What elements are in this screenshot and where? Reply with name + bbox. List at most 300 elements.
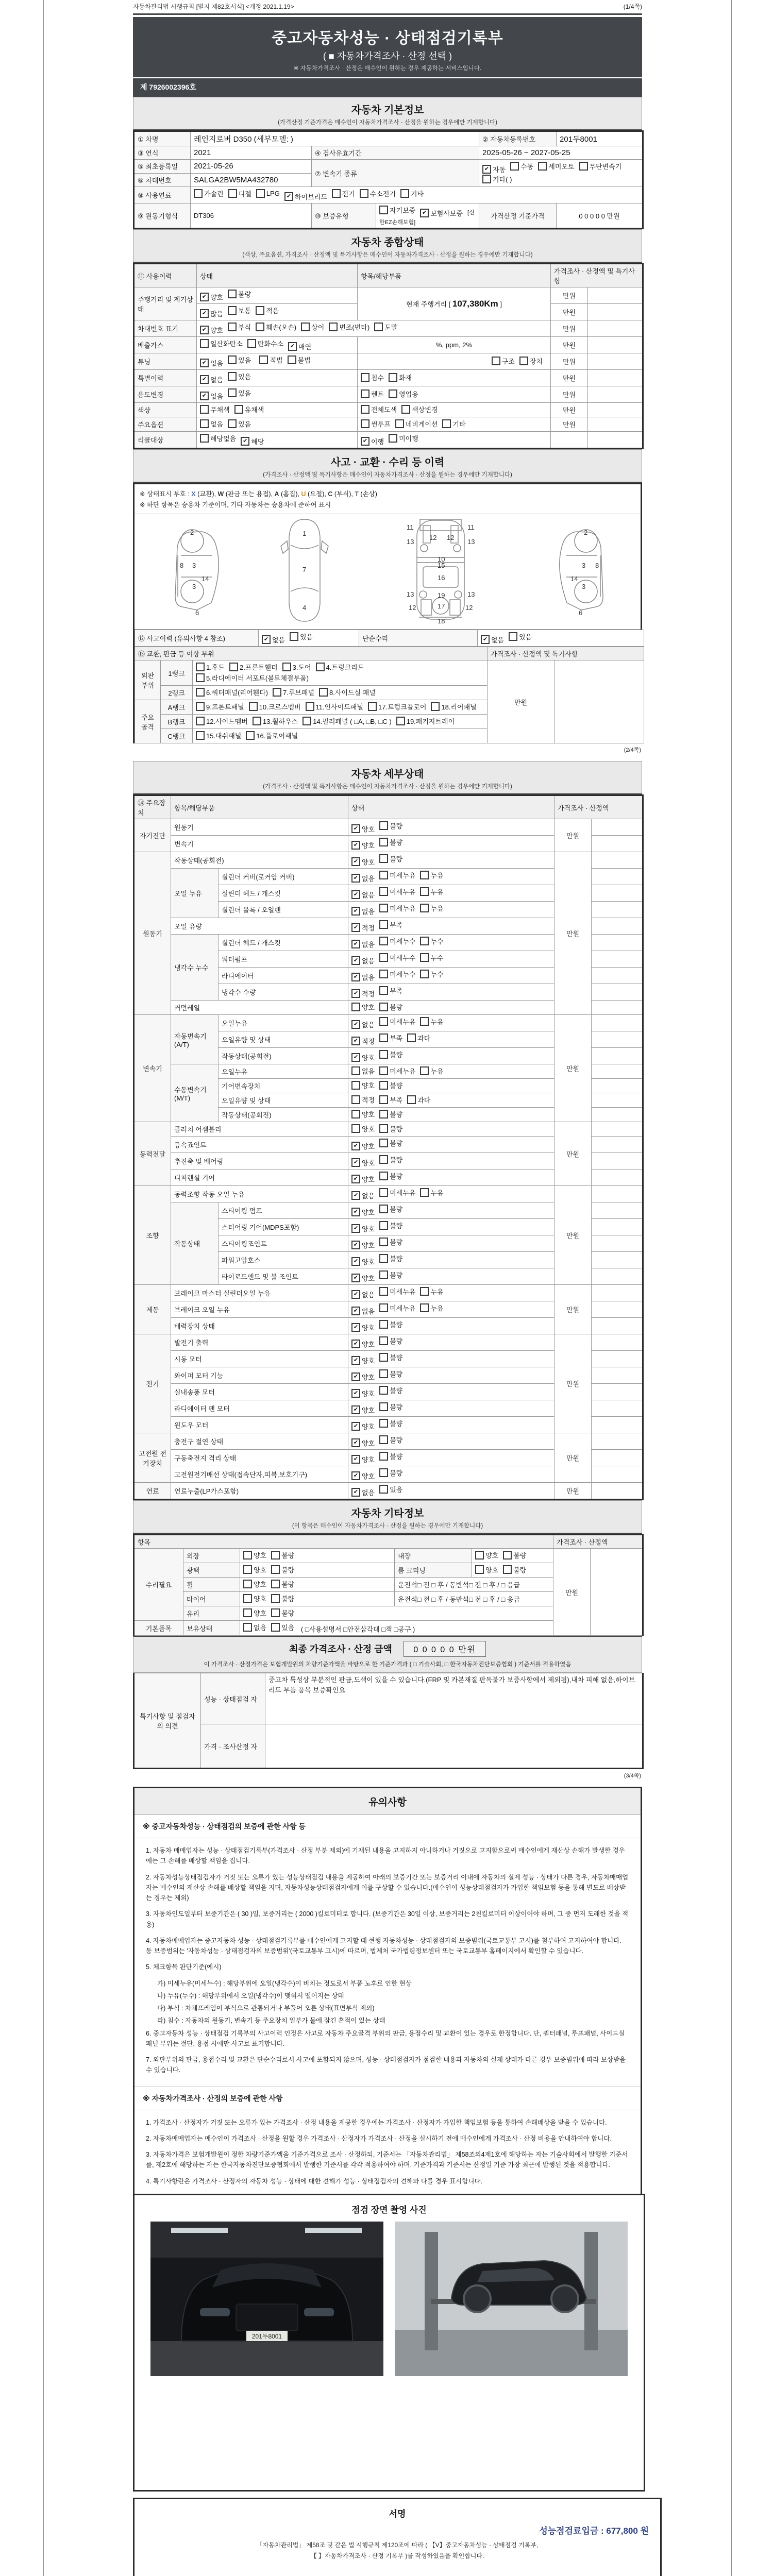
checkbox-option[interactable]: [379, 1336, 402, 1346]
checkbox-option[interactable]: [379, 1221, 402, 1230]
checkbox-option[interactable]: [259, 355, 282, 365]
checkbox-label: 있음: [238, 389, 251, 397]
checkbox-label: 없음: [362, 1067, 375, 1075]
detail-price-cell: 만원: [554, 1186, 592, 1285]
checkbox-option[interactable]: [271, 1550, 294, 1560]
checkbox-option[interactable]: [256, 306, 279, 315]
final-price-note: 이 가격조사 · 산정가격은 보험개발원의 차량기준가액을 바탕으로 한 기준가격과 ( □ 기술사회, □ 한국자동차진단보증협회 ) 기준서를 적용하였음: [204, 1662, 572, 1668]
checkbox-label: 구조: [501, 358, 515, 365]
unchecked-checkbox-icon: [256, 189, 265, 198]
detail-item-label: 와이퍼 모터 기능: [171, 1367, 348, 1384]
checkbox-label: 불량: [390, 1222, 403, 1230]
checkbox-label: 있음: [238, 357, 251, 364]
checkbox-option[interactable]: [379, 205, 415, 215]
checkbox-option[interactable]: [253, 716, 298, 726]
checkbox-label: 기타: [452, 420, 466, 428]
checkbox-option[interactable]: [351, 1273, 375, 1283]
checkbox-option[interactable]: [271, 1622, 294, 1632]
model-year-label: ③ 연식: [134, 146, 191, 160]
checkbox-option[interactable]: [351, 1095, 375, 1105]
checkbox-option[interactable]: [492, 356, 515, 366]
checkbox-option[interactable]: [379, 1319, 402, 1329]
checkbox-option[interactable]: [407, 1095, 430, 1105]
page-marker-3: (3/4쪽): [624, 1773, 641, 1779]
checkbox-option[interactable]: [228, 289, 251, 299]
checkbox-label: 기타( ): [493, 176, 512, 183]
unchecked-checkbox-icon: [246, 731, 255, 740]
accident-legend-box: [133, 483, 642, 743]
detail-note-cell: [592, 1351, 643, 1367]
checkbox-option[interactable]: [351, 956, 375, 965]
checkbox-option[interactable]: [200, 338, 243, 348]
device-group-label: 자기진단: [134, 819, 171, 852]
checkbox-option[interactable]: [196, 731, 241, 740]
legend-part: C: [328, 490, 333, 498]
checkbox-option[interactable]: [379, 1385, 402, 1395]
rank1-options: [193, 660, 488, 686]
holding-options-cell: [240, 1621, 553, 1636]
checkbox-option[interactable]: [379, 1155, 402, 1164]
fuel-options: [191, 187, 643, 204]
unchecked-checkbox-icon: [228, 323, 237, 331]
checkbox-option[interactable]: [351, 1020, 375, 1029]
detail-item-label: 실린더 커버(로커암 커버): [219, 869, 348, 885]
checkbox-option[interactable]: [243, 1608, 266, 1618]
detail-note-cell: [592, 1301, 643, 1318]
checkbox-option[interactable]: [379, 1484, 402, 1494]
checkbox-option[interactable]: [351, 1438, 375, 1448]
detail-item-label: 오일 유량: [171, 918, 348, 935]
inspector-label: 성능 · 상태점검 자: [201, 1673, 265, 1724]
checkbox-option[interactable]: [200, 325, 223, 335]
checkbox-option[interactable]: [379, 821, 402, 831]
checkbox-option[interactable]: [228, 322, 251, 332]
checkbox-option[interactable]: [351, 1207, 375, 1217]
rankB-label: B랭크: [161, 715, 193, 729]
checkbox-option[interactable]: [351, 1080, 375, 1090]
checkbox-label: 양호: [362, 1111, 375, 1118]
checkbox-option[interactable]: [579, 161, 622, 171]
detail-note-cell: [592, 918, 643, 935]
checkbox-option[interactable]: [475, 1565, 498, 1574]
table-row: [134, 146, 643, 160]
checkbox-option[interactable]: [351, 1053, 375, 1062]
final-price-amount: 0 0 0 0 0 만원: [404, 1641, 486, 1657]
checkbox-option[interactable]: [282, 662, 311, 672]
accident-title: 사고 · 교환 · 수리 등 이력: [330, 457, 445, 468]
checkbox-option[interactable]: [482, 164, 506, 174]
checkbox-label: 양호: [362, 1004, 375, 1011]
overall-caption: (색상, 주요옵션, 가격조사 · 산정액 및 특기사항은 매수인이 자동차가격조사 · 산정을 원하는 경우에만 기재합니다): [242, 252, 533, 258]
unchecked-checkbox-icon: [234, 405, 243, 414]
checkbox-option[interactable]: [379, 1303, 415, 1313]
checkbox-option[interactable]: [200, 433, 236, 443]
checkbox-option[interactable]: [396, 716, 455, 726]
checkbox-option[interactable]: [351, 1372, 375, 1382]
checkbox-option[interactable]: [401, 404, 438, 414]
unchecked-checkbox-icon: [243, 1608, 252, 1617]
checkbox-option[interactable]: [379, 1352, 402, 1362]
detail-note-cell: [592, 1048, 643, 1064]
checkbox-option[interactable]: [351, 1306, 375, 1316]
checkbox-option[interactable]: [351, 1124, 375, 1133]
checkbox-option[interactable]: [243, 1594, 266, 1603]
checkbox-option[interactable]: [351, 1454, 375, 1464]
unchecked-checkbox-icon: [196, 673, 205, 682]
price-cell: 만원: [551, 417, 588, 432]
checkbox-option[interactable]: [200, 358, 223, 368]
checkbox-option[interactable]: [351, 1405, 375, 1415]
checkbox-option[interactable]: [234, 404, 264, 414]
checkbox-option[interactable]: [351, 972, 375, 982]
checkbox-option[interactable]: [243, 1550, 266, 1560]
unchecked-checkbox-icon: [389, 434, 397, 443]
checkbox-option[interactable]: [420, 1303, 443, 1313]
checkbox-option[interactable]: [288, 355, 311, 365]
checkbox-option[interactable]: [351, 1002, 375, 1012]
checkbox-option[interactable]: [200, 292, 223, 302]
checkbox-option[interactable]: [379, 1138, 402, 1148]
mileage-options-2: [197, 304, 358, 320]
checkbox-option[interactable]: [284, 192, 327, 201]
checkbox-option[interactable]: [228, 355, 251, 365]
checkbox-label: 화재: [399, 374, 412, 382]
checkbox-option[interactable]: [351, 939, 375, 949]
unchecked-checkbox-icon: [442, 419, 451, 428]
diagram-number: 17: [438, 602, 445, 610]
unchecked-checkbox-icon: [492, 357, 500, 365]
checkbox-option[interactable]: [361, 389, 384, 399]
checkbox-option[interactable]: [503, 1550, 526, 1560]
checkbox-option[interactable]: [361, 372, 384, 382]
checkbox-option[interactable]: [351, 923, 375, 933]
checkbox-option[interactable]: [200, 391, 223, 401]
checkbox-option[interactable]: [196, 687, 268, 697]
checkbox-option[interactable]: [379, 969, 415, 979]
checkbox-option[interactable]: [303, 716, 392, 726]
checkbox-label: 훼손(오손): [266, 324, 297, 331]
checkbox-option[interactable]: [420, 1016, 443, 1026]
checkbox-option[interactable]: [361, 436, 384, 446]
checkbox-label: 해당없음: [210, 435, 237, 443]
checkbox-option[interactable]: [431, 702, 476, 711]
checkbox-option[interactable]: [379, 1237, 402, 1247]
checkbox-option[interactable]: [256, 322, 296, 332]
checkbox-option[interactable]: [379, 1253, 402, 1263]
sub-group-label: 냉각수 누수: [171, 935, 219, 1001]
form-reference-text: 자동차관리법 시행규칙 [별지 제82호서식] <개정 2021.1.19>: [133, 3, 294, 10]
notice-item: 나) 누유(누수) : 해당부위에서 오일(냉각수)이 맺혀서 떨어지는 상태: [157, 1992, 344, 1999]
checkbox-option[interactable]: [407, 1033, 430, 1043]
checkbox-option[interactable]: [379, 1080, 402, 1090]
basic-info-caption: (가격산정 기준가격은 매수인이 자동차가격조사 · 산정을 원하는 경우에만 기재합니다): [278, 120, 497, 126]
checkbox-option[interactable]: [351, 1141, 375, 1151]
checkbox-label: 양호: [362, 842, 375, 850]
checkbox-option[interactable]: [243, 1622, 266, 1632]
checkbox-option[interactable]: [196, 673, 309, 683]
checkbox-option[interactable]: [379, 854, 402, 863]
checkbox-option[interactable]: [420, 1188, 443, 1197]
detail-state-options: [348, 1219, 554, 1235]
checkbox-option[interactable]: [379, 1002, 402, 1012]
checkbox-option[interactable]: [519, 356, 543, 366]
checkbox-label: 양호: [362, 858, 375, 866]
checkbox-option[interactable]: [271, 1565, 294, 1574]
checkbox-option[interactable]: [247, 338, 283, 348]
checkbox-option[interactable]: [271, 1594, 294, 1603]
checkbox-option[interactable]: [351, 1487, 375, 1497]
checkbox-option[interactable]: [379, 1016, 415, 1026]
checkbox-option[interactable]: [379, 903, 415, 913]
unchecked-checkbox-icon: [228, 372, 237, 381]
checkbox-option[interactable]: [351, 1355, 375, 1365]
detail-state-options: [348, 935, 554, 951]
notice-items-2: [135, 2110, 641, 2197]
legend-part: A: [274, 490, 279, 498]
checkbox-option[interactable]: [379, 1204, 402, 1214]
detail-note-cell: [592, 1170, 643, 1186]
checkbox-option[interactable]: [228, 306, 251, 315]
overall-band: [133, 229, 642, 263]
checkbox-option[interactable]: [351, 890, 375, 900]
unchecked-checkbox-icon: [379, 1221, 388, 1230]
car-damage-diagram: [135, 514, 641, 630]
checkbox-option[interactable]: [379, 1418, 402, 1428]
checkbox-option[interactable]: [351, 1290, 375, 1299]
checkbox-option[interactable]: [379, 1369, 402, 1379]
checkbox-option[interactable]: [379, 936, 415, 946]
checkbox-option[interactable]: [351, 1240, 375, 1250]
recall-label: 리콜대상: [134, 432, 197, 449]
checkbox-option[interactable]: [510, 161, 533, 171]
checkbox-option[interactable]: [351, 1109, 375, 1119]
checkbox-option[interactable]: [351, 1339, 375, 1349]
inspection-valid-label: ④ 검사유효기간: [312, 146, 479, 160]
checkbox-label: 없음: [362, 941, 375, 948]
checkbox-option[interactable]: [379, 953, 415, 962]
checkbox-option[interactable]: [420, 1286, 443, 1296]
checkbox-option[interactable]: [271, 1579, 294, 1589]
checkbox-option[interactable]: [271, 1608, 294, 1618]
detail-item-label: 동력조향 작동 오일 누유: [171, 1186, 348, 1202]
checkbox-option[interactable]: [379, 1286, 415, 1296]
checkbox-option[interactable]: [196, 702, 244, 711]
checkbox-option[interactable]: [420, 969, 443, 979]
checkbox-option[interactable]: [538, 161, 574, 171]
checkbox-option[interactable]: [420, 1066, 443, 1076]
detail-price-cell: 만원: [554, 1483, 592, 1500]
notice-item: 가) 미세누유(미세누수) : 해당부위에 오일(냉각수)이 비치는 정도로서 부품 노후로 인한 현상: [157, 1979, 412, 1987]
checkbox-option[interactable]: [200, 375, 223, 384]
checkbox-option[interactable]: [360, 189, 396, 198]
checkbox-option[interactable]: [379, 1270, 402, 1280]
checkbox-option[interactable]: [332, 189, 355, 198]
checkbox-option[interactable]: [228, 419, 251, 429]
state-code-legend: [135, 484, 641, 514]
checkbox-option[interactable]: [256, 189, 280, 198]
checkbox-option[interactable]: [351, 1421, 375, 1431]
checkbox-option[interactable]: [481, 635, 504, 645]
checkbox-option[interactable]: [288, 342, 311, 351]
checkbox-option[interactable]: [442, 419, 465, 429]
checkbox-option[interactable]: [509, 632, 532, 641]
checked-checkbox-icon: ✔: [351, 1158, 360, 1167]
checkbox-option[interactable]: [379, 1049, 402, 1059]
checkbox-label: 탄화수소: [257, 340, 284, 348]
notice-item: 5. 체크항목 판단기준(예시): [146, 1963, 222, 1971]
emission-options: [197, 337, 358, 353]
detail-state-options: [348, 1334, 554, 1351]
checkbox-option[interactable]: [379, 887, 415, 896]
remarks-table: [133, 1673, 644, 1769]
checkbox-option[interactable]: [389, 433, 418, 443]
checkbox-option[interactable]: [420, 936, 443, 946]
checkbox-option[interactable]: [379, 1451, 402, 1461]
checkbox-option[interactable]: [351, 1066, 375, 1076]
checkbox-option[interactable]: [379, 1435, 402, 1445]
checkbox-option[interactable]: [351, 906, 375, 916]
checkbox-option[interactable]: [228, 388, 251, 398]
checkbox-option[interactable]: [228, 189, 251, 198]
checkbox-option[interactable]: [379, 1066, 415, 1076]
checkbox-option[interactable]: [475, 1550, 498, 1560]
checkbox-option[interactable]: [420, 208, 463, 218]
page-title: 중고자동차성능 · 상태점검기록부: [272, 30, 503, 47]
checkbox-option[interactable]: [351, 1174, 375, 1184]
checkbox-option[interactable]: [389, 372, 412, 382]
checkbox-option[interactable]: [351, 1388, 375, 1398]
checkbox-option[interactable]: [400, 189, 424, 198]
photo-section-title: 점검 장면 촬영 사진: [351, 2205, 427, 2215]
checkbox-option[interactable]: [241, 436, 264, 446]
checkbox-option[interactable]: [273, 687, 314, 697]
checkbox-option[interactable]: [243, 1565, 266, 1574]
checkbox-option[interactable]: [420, 870, 443, 880]
unchecked-checkbox-icon: [228, 189, 237, 198]
diagram-number: 13: [407, 538, 414, 546]
checkbox-label: 누수: [430, 971, 444, 978]
checkbox-option[interactable]: [420, 887, 443, 896]
final-price-label: 최종 가격조사 · 산정 금액: [289, 1644, 392, 1654]
table-header-row: [134, 1535, 643, 1549]
checkbox-option[interactable]: [379, 986, 402, 995]
checkbox-option[interactable]: [351, 1158, 375, 1167]
checkbox-option[interactable]: [368, 702, 426, 711]
detail-item-label: 발전기 출력: [171, 1334, 348, 1351]
checkbox-option[interactable]: [351, 989, 375, 998]
checkbox-option[interactable]: [503, 1565, 526, 1574]
checkbox-option[interactable]: [374, 322, 397, 332]
checkbox-option[interactable]: [420, 953, 443, 962]
unchecked-checkbox-icon: [503, 1565, 512, 1574]
checkbox-option[interactable]: [361, 404, 397, 414]
checkbox-option[interactable]: [196, 716, 248, 726]
checkbox-option[interactable]: [379, 837, 402, 847]
accident-table: [135, 630, 644, 647]
first-reg-label: ⑤ 최초등록일: [134, 160, 191, 174]
notice-item: 2. 자동차매매업자는 매수인이 가격조사 · 산정을 원할 경우 가격조사 · 산정자가 가격조사 · 산정을 실시하기 전에 매수인에게 가격조사 · 산정 비용을 안내하여야 합니다.: [146, 2134, 612, 2142]
checkbox-option[interactable]: [196, 662, 225, 672]
checkbox-option[interactable]: [329, 322, 369, 332]
detail-item-label: 작동상태(공회전): [171, 852, 348, 869]
unchecked-checkbox-icon: [259, 355, 268, 364]
checkbox-option[interactable]: [351, 1471, 375, 1481]
checkbox-label: 자기보증: [390, 207, 416, 214]
checkbox-option[interactable]: [316, 662, 364, 672]
checkbox-option[interactable]: [194, 189, 224, 198]
device-group-label: 고전원 전기장치: [134, 1433, 171, 1483]
unchecked-checkbox-icon: [379, 1336, 388, 1345]
checkbox-option[interactable]: [200, 419, 223, 429]
inspection-fee: 성능점검료입금 : 677,800 원: [539, 2526, 649, 2536]
checkbox-option[interactable]: [290, 632, 313, 641]
detail-state-options: [348, 1433, 554, 1450]
checkbox-option[interactable]: [395, 419, 438, 429]
checkbox-option[interactable]: [379, 1033, 402, 1043]
checkbox-option[interactable]: [243, 1579, 266, 1589]
checked-checkbox-icon: ✔: [351, 1323, 360, 1332]
checkbox-option[interactable]: [301, 322, 324, 332]
checkbox-option[interactable]: [379, 920, 402, 929]
detail-title: 자동차 세부상태: [351, 769, 424, 780]
checkbox-option[interactable]: [200, 404, 230, 414]
unchecked-checkbox-icon: [389, 389, 397, 398]
checkbox-option[interactable]: [379, 1109, 402, 1119]
checkbox-label: 불량: [281, 1566, 295, 1574]
checkbox-option[interactable]: [379, 870, 415, 880]
checkbox-option[interactable]: [229, 662, 278, 672]
checkbox-option[interactable]: [351, 1191, 375, 1200]
unchecked-checkbox-icon: [379, 970, 388, 978]
emission-label: 배출가스: [134, 337, 197, 353]
checkbox-option[interactable]: [351, 857, 375, 867]
checkbox-option[interactable]: [389, 389, 418, 399]
checkbox-option[interactable]: [246, 731, 298, 740]
checkbox-option[interactable]: [200, 309, 223, 318]
table-header-row: [134, 264, 643, 287]
unchecked-checkbox-icon: [420, 1287, 429, 1296]
checkbox-option[interactable]: [351, 1224, 375, 1233]
checkbox-option[interactable]: [228, 371, 251, 381]
checkbox-option[interactable]: [379, 1402, 402, 1412]
checkbox-option[interactable]: [351, 1323, 375, 1332]
checkbox-option[interactable]: [482, 174, 512, 184]
checkbox-label: 영업용: [399, 391, 418, 398]
detail-note-cell: [592, 984, 643, 1001]
checkbox-option[interactable]: [351, 824, 375, 834]
checkbox-option[interactable]: [361, 419, 391, 429]
checkbox-option[interactable]: [351, 873, 375, 883]
inspection-photo-front: [150, 2222, 383, 2376]
checkbox-option[interactable]: [379, 1124, 402, 1133]
checkbox-option[interactable]: [379, 1095, 402, 1105]
checkbox-option[interactable]: [351, 840, 375, 850]
checkbox-option[interactable]: [379, 1468, 402, 1478]
checkbox-option[interactable]: [420, 903, 443, 913]
checkbox-option[interactable]: [379, 1188, 415, 1197]
checkbox-option[interactable]: [249, 702, 301, 711]
checked-checkbox-icon: ✔: [481, 635, 490, 644]
checkbox-option[interactable]: [319, 687, 376, 697]
note-cell: [588, 370, 643, 386]
checkbox-option[interactable]: [262, 635, 285, 645]
detail-item-label: 라디에이터 팬 모터: [171, 1400, 348, 1417]
checkbox-option[interactable]: [351, 1036, 375, 1046]
checkbox-label: 없음: [362, 1021, 375, 1029]
checkbox-option[interactable]: [351, 1257, 375, 1266]
checkbox-option[interactable]: [379, 1171, 402, 1181]
checkbox-option[interactable]: [306, 702, 363, 711]
